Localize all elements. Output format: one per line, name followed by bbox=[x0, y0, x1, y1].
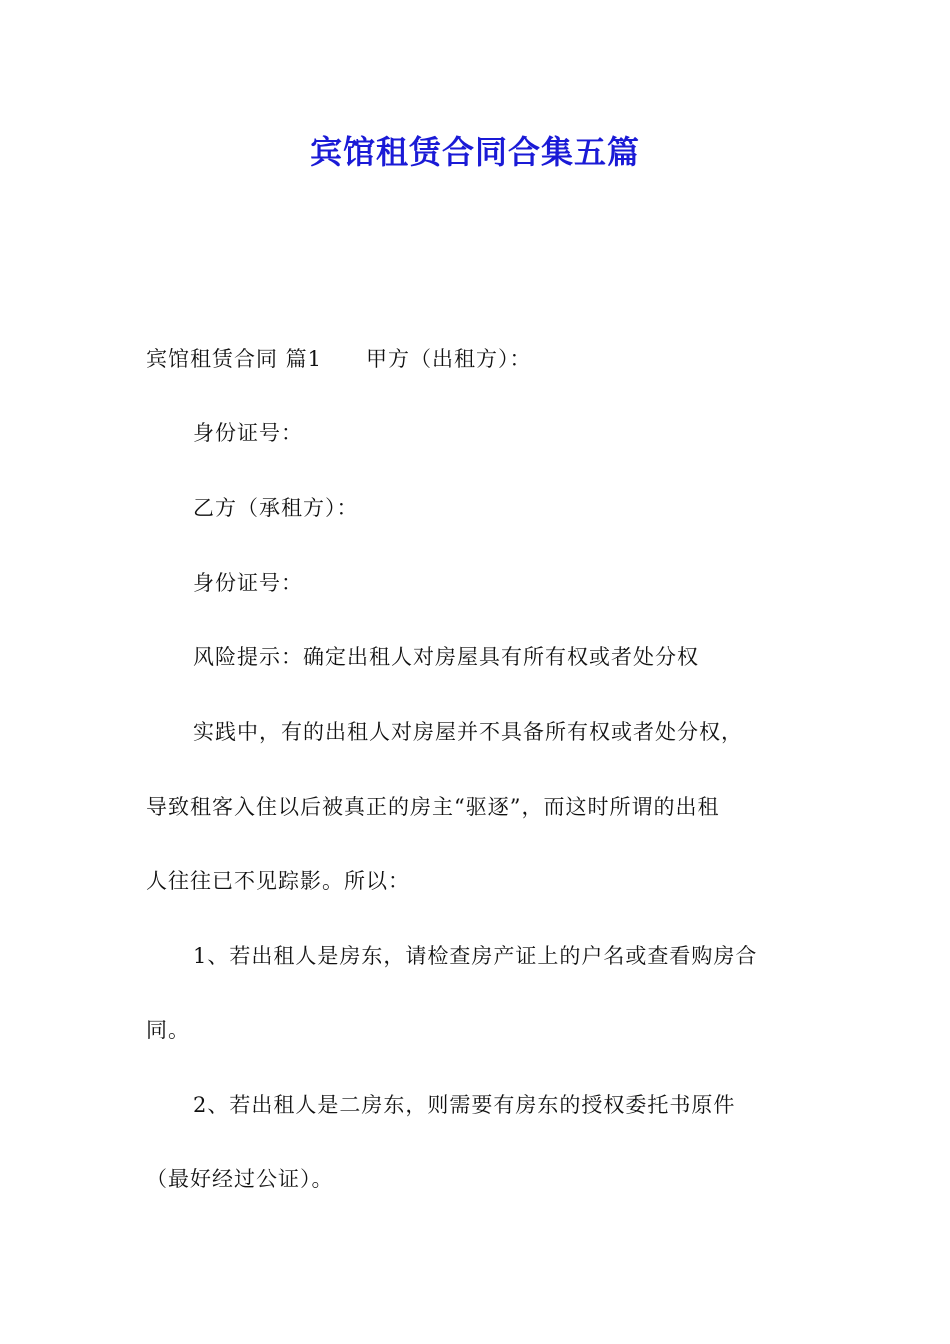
paragraph-line: 身份证号： bbox=[193, 571, 303, 595]
paragraph-line: 导致租客入住以后被真正的房主“驱逐”，而这时所谓的出租 bbox=[146, 795, 720, 819]
paragraph-line: 风险提示：确定出租人对房屋具有所有权或者处分权 bbox=[193, 645, 699, 669]
paragraph-line: 人往往已不见踪影。所以： bbox=[146, 869, 410, 893]
paragraph-line: 同。 bbox=[146, 1018, 190, 1042]
section-heading: 宾馆租赁合同 篇1 bbox=[146, 347, 323, 371]
section-heading-line bbox=[146, 344, 532, 374]
document-title: 宾馆租赁合同合集五篇 bbox=[309, 133, 640, 171]
party-a-label: 甲方（出租方）： bbox=[366, 347, 532, 371]
paragraph-line: 实践中，有的出租人对房屋并不具备所有权或者处分权， bbox=[193, 720, 743, 744]
paragraph-line: 2、若出租人是二房东，则需要有房东的授权委托书原件 bbox=[193, 1093, 736, 1117]
paragraph-line: 身份证号： bbox=[193, 421, 303, 445]
paragraph-line: 乙方（承租方）： bbox=[193, 496, 359, 520]
paragraph-line: 1、若出租人是房东，请检查房产证上的户名或查看购房合 bbox=[193, 944, 758, 968]
paragraph-line: （最好经过公证）。 bbox=[146, 1167, 334, 1191]
